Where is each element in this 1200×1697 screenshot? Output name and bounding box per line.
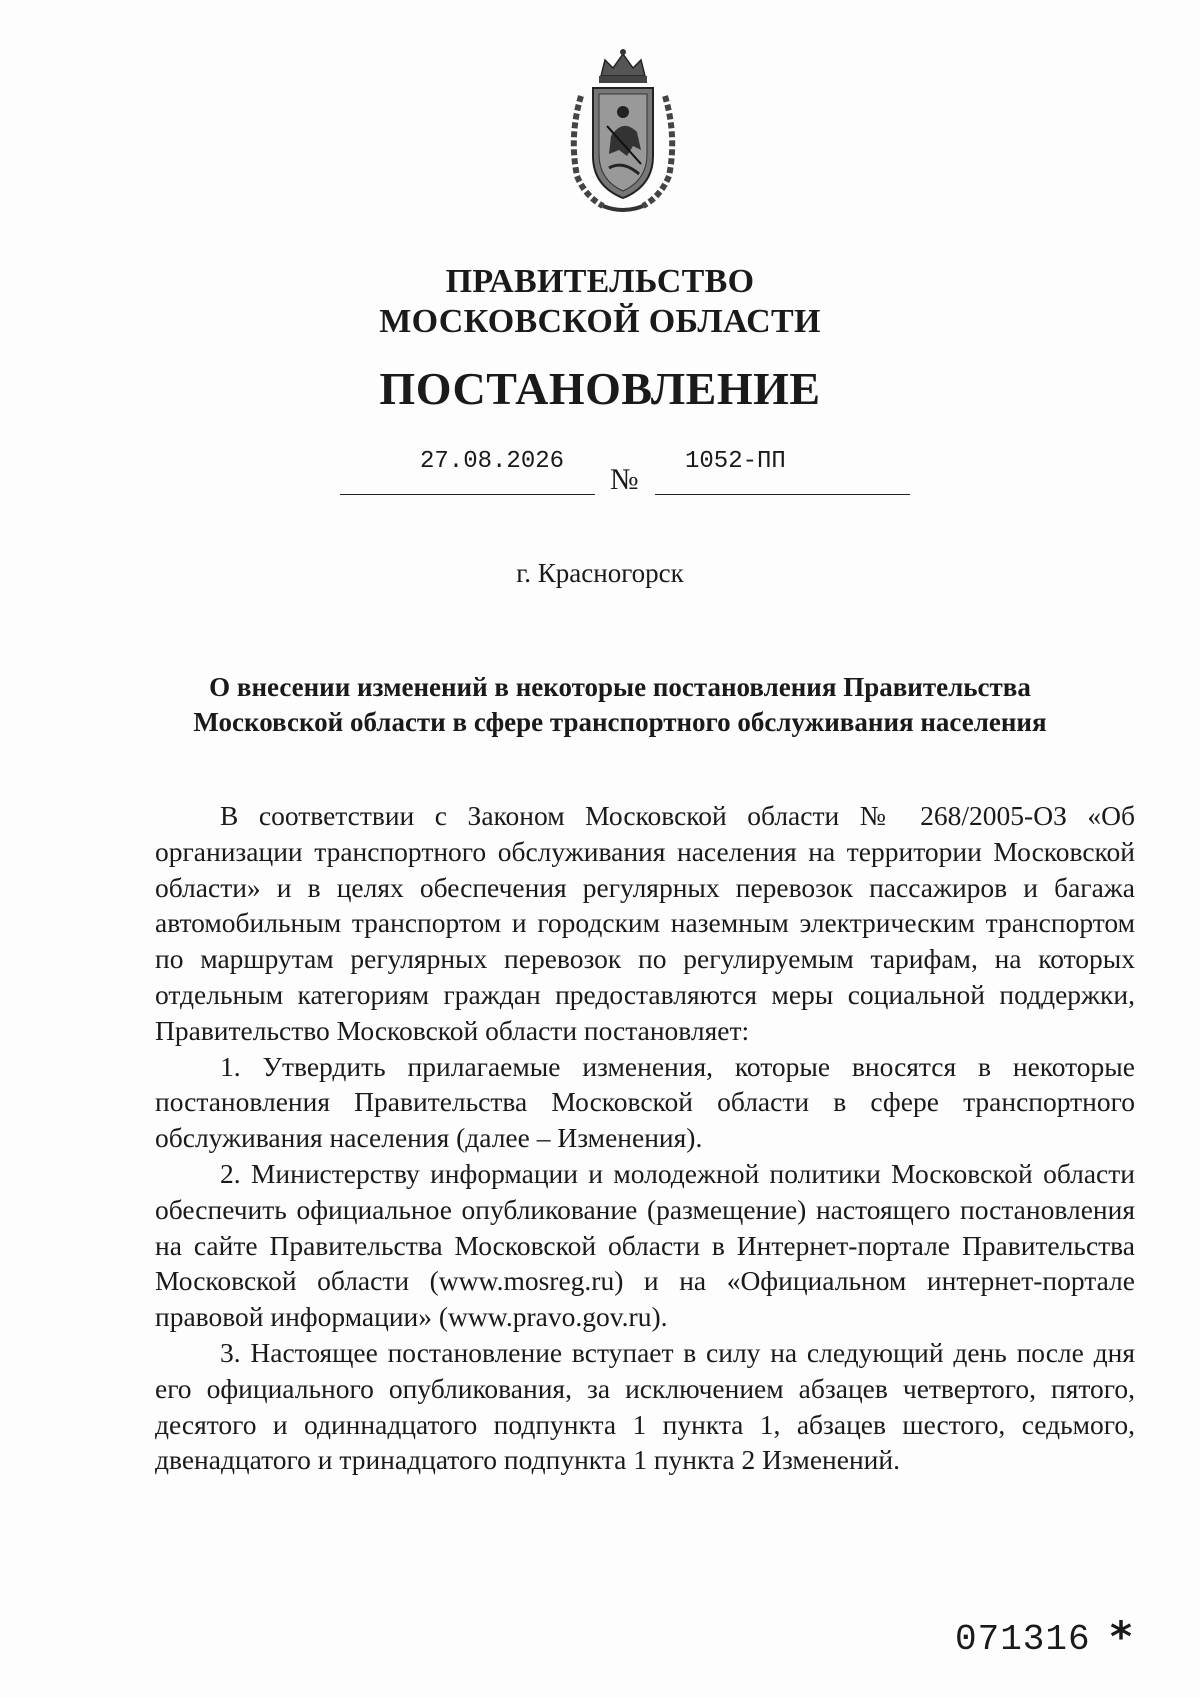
government-title-line2: МОСКОВСКОЙ ОБЛАСТИ xyxy=(379,303,821,340)
government-title xyxy=(0,262,1200,342)
document-subject xyxy=(150,670,1090,740)
serial-number: 071316 xyxy=(955,1619,1091,1660)
serial-mark: * xyxy=(1110,1612,1132,1661)
subject-line2: Московской области в сфере транспортного обслуживания населения xyxy=(193,707,1047,737)
item-3-paragraph: 3. Настоящее постановление вступает в силу на следующий день после дня его официального опубликования, за исключением абзацев четвертого, пятого, десятого и одиннадцатого подпункта 1 пункта 1, абзацев шестого, седьмого, двенадцатого и тринадцатого подпункта 1 пункта 2 Изменений. xyxy=(155,1336,1135,1476)
item-2-paragraph: 2. Министерству информации и молодежной политики Московской области обеспечить официальное опубликование (размещение) настоящего постановления на сайте Правительства Московской области в Интернет-портале Правительства Московской области (www.mosreg.ru) и на «Официальном интернет-портале правовой информации» (www.pravo.gov.ru). xyxy=(155,1157,1135,1333)
government-title-line1: ПРАВИТЕЛЬСТВО xyxy=(445,263,755,300)
document-number: 1052-ПП xyxy=(685,448,786,475)
document-type: ПОСТАНОВЛЕНИЕ xyxy=(379,363,821,414)
document-date: 27.08.2026 xyxy=(420,448,565,475)
coat-of-arms-icon xyxy=(563,46,683,216)
number-underline xyxy=(655,494,910,495)
date-underline xyxy=(340,494,595,495)
city: г. Красногорск xyxy=(516,558,684,588)
subject-line1: О внесении изменений в некоторые постановления Правительства xyxy=(209,672,1031,702)
number-sign: № xyxy=(610,463,639,496)
preamble-paragraph: В соответствии с Законом Московской области № 268/2005-ОЗ «Об организации транспортного обслуживания населения на территории Московской области» и в целях обеспечения регулярных перевозок пассажиров и багажа автомобильным транспортом и городским наземным электрическим транспортом по маршрутам регулярных перевозок по регулируемым тарифам, на которых отдельным категориям граждан предоставляются меры социальной поддержки, Правительство Московской области постановляет: xyxy=(155,800,1135,1046)
item-1-paragraph: 1. Утвердить прилагаемые изменения, которые вносятся в некоторые постановления Правительства Московской области в сфере транспортного обслуживания населения (далее – Изменения). xyxy=(155,1050,1135,1154)
registration-row xyxy=(340,448,910,508)
document-body xyxy=(155,798,1135,1478)
